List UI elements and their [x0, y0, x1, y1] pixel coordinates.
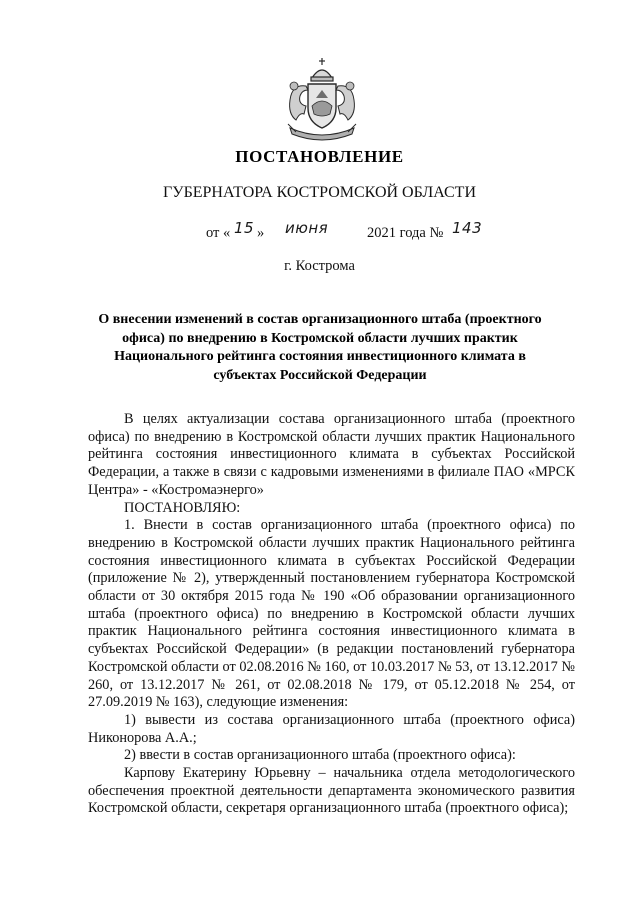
resolution-word: ПОСТАНОВЛЯЮ:	[124, 499, 241, 516]
document-title: ПОСТАНОВЛЕНИЕ	[235, 147, 404, 166]
subclause-2-paragraph: 2) ввести в состав организационного штаба (проектного офиса):	[124, 747, 516, 764]
decree-body	[88, 411, 575, 818]
clause-1-paragraph: 1. Внести в состав организационного штаба (проектного офиса) по внедрению в Костромской области лучших практик Национального рейтинга состояния инвестиционного климата в субъектах Российской Федерации (приложение № 2), утвержденный постановлением губернатора Костромской области от 30 октября 2015 года № 190 «Об образовании организационного штаба (проектного офиса) по внедрению в Костромской области лучших практик Национального рейтинга состояния инвестиционного климата в субъектах Российской Федерации» (в редакции постановлений губернатора Костромской области от 02.08.2016 № 160, от 10.03.2017 № 53, от 13.12.2017 № 260, от 13.12.2017 № 261, от 02.08.2018 № 179, от 05.12.2018 № 254, от 27.09.2019 № 163), следующие изменения:	[88, 517, 575, 711]
decree-heading: О внесении изменений в состав организационного штаба (проектного офиса) по внедрению в Костромской области лучших практик Национального рейтинга состояния инвестиционного климата в субъектах Российской Федерации	[98, 312, 542, 383]
handwritten-day: 15	[234, 219, 255, 237]
city-line: г. Кострома	[284, 258, 355, 274]
year-and-number-label: 2021 года №	[367, 225, 444, 241]
appointee-paragraph: Карпову Екатерину Юрьевну – начальника отдела методологического обеспечения проектной деятельности департамента экономического развития Костромской области, секретаря организационного штаба (проектного офиса);	[88, 765, 575, 817]
handwritten-month: июня	[285, 219, 329, 237]
issuing-authority: ГУБЕРНАТОРА КОСТРОМСКОЙ ОБЛАСТИ	[162, 184, 476, 201]
preamble-paragraph: В целях актуализации состава организационного штаба (проектного офиса) по внедрению в Костромской области лучших практик Национального рейтинга состояния инвестиционного климата в субъектах Российской Федерации, а также в связи с кадровыми изменениями в филиале ПАО «МРСК Центра» - «Костромаэнерго»	[88, 411, 575, 498]
date-closing-quote: »	[257, 225, 265, 241]
handwritten-number: 143	[452, 219, 483, 237]
date-line	[0, 219, 639, 245]
subclause-1-paragraph: 1) вывести из состава организационного штаба (проектного офиса) Никонорова А.А.;	[88, 711, 575, 746]
date-prefix: от «	[206, 225, 231, 241]
coat-of-arms-emblem	[278, 56, 366, 142]
